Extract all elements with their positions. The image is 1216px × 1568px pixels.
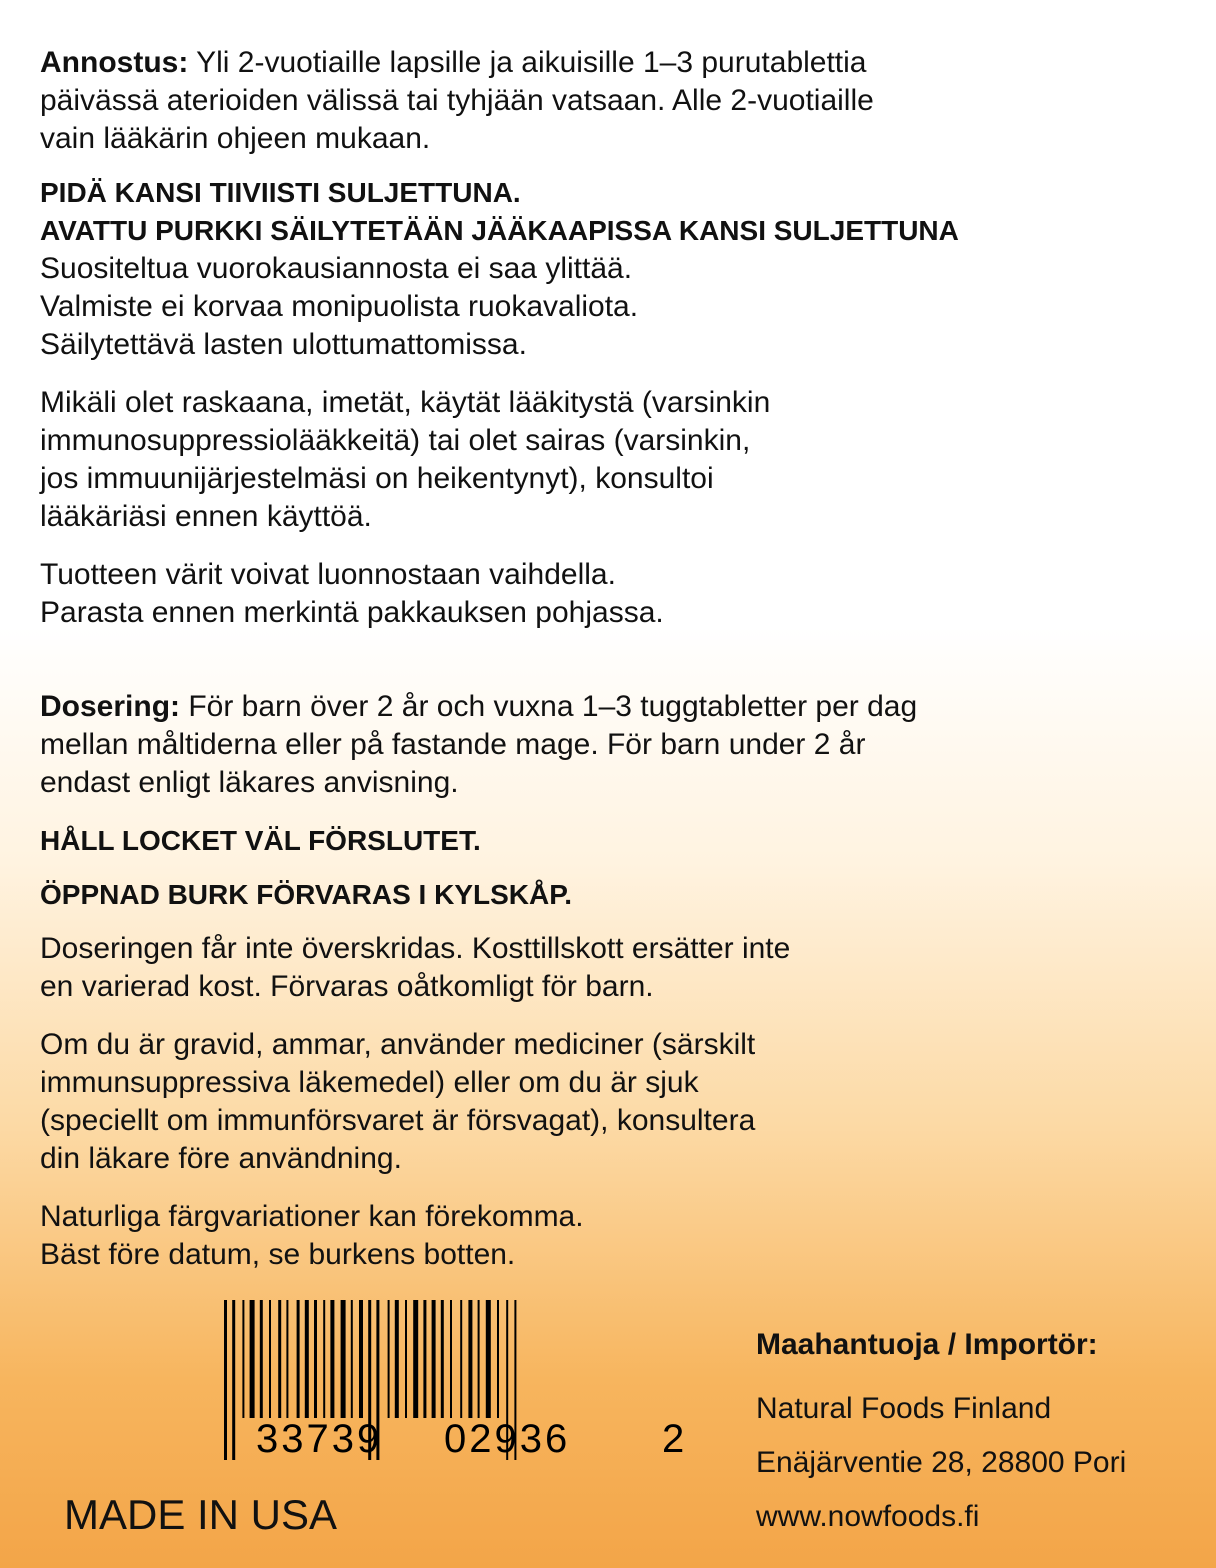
barcode-bar	[286, 1300, 288, 1418]
barcode-bar	[297, 1300, 300, 1418]
barcode-bar	[468, 1300, 472, 1418]
barcode-bar	[405, 1300, 407, 1418]
sv-caps-1: HÅLL LOCKET VÄL FÖRSLUTET.	[40, 825, 481, 856]
barcode-left-digits: 33739	[256, 1417, 383, 1460]
barcode-bar	[278, 1300, 281, 1418]
barcode-bar	[314, 1300, 317, 1418]
barcode-bar	[359, 1300, 363, 1418]
barcode-bar	[395, 1300, 399, 1418]
fi-pregnancy: Mikäli olet raskaana, imetät, käytät lääkitystä (varsinkin immunosuppressiolääkkeitä) tai olet sairas (varsinkin, jos immuunijärjestelmäsi on heikentynyt), konsultoi lääkäriäsi ennen käyttöä.	[40, 386, 771, 533]
barcode	[222, 1300, 692, 1460]
barcode-bar	[486, 1300, 491, 1418]
sv-caps-2: ÖPPNAD BURK FÖRVARAS I KYLSKÅP.	[40, 879, 573, 910]
barcode-bar	[232, 1300, 235, 1460]
barcode-bar	[497, 1300, 499, 1418]
barcode-bar	[330, 1300, 334, 1418]
barcode-bar	[269, 1300, 271, 1418]
barcode-bar	[242, 1300, 244, 1418]
fi-dosage-label: Annostus:	[40, 46, 189, 79]
sv-pregnancy: Om du är gravid, ammar, använder mediciner (särskilt immunsuppressiva läkemedel) eller om du är sjuk (speciellt om immunförsvaret är försvagat), konsultera din läkare före användning.	[40, 1028, 756, 1175]
barcode-check-digit: 2	[662, 1417, 685, 1460]
fi-warnings: Suositeltua vuorokausiannosta ei saa ylittää. Valmiste ei korvaa monipuolista ruokavaliota. Säilytettävä lasten ulottumattomissa.	[40, 252, 639, 361]
barcode-right-digits: 02936	[444, 1417, 571, 1460]
barcode-bar	[351, 1300, 353, 1418]
barcode-bar	[341, 1300, 346, 1418]
importer-website: www.nowfoods.fi	[756, 1500, 980, 1533]
barcode-bar	[388, 1300, 390, 1418]
barcode-bar	[478, 1300, 480, 1418]
fi-colors: Tuotteen värit voivat luonnostaan vaihdella. Parasta ennen merkintä pakkauksen pohjassa.	[40, 558, 664, 629]
sv-dosage	[40, 688, 1180, 802]
importer-name: Natural Foods Finland	[756, 1392, 1052, 1425]
barcode-bar	[423, 1300, 426, 1418]
barcode-bar	[305, 1300, 309, 1418]
made-in: MADE IN USA	[64, 1491, 338, 1538]
importer-address: Enäjärventie 28, 28800 Pori	[756, 1446, 1127, 1479]
barcode-graphic	[222, 1300, 692, 1460]
sv-dosage-text: För barn över 2 år och vuxna 1–3 tuggtabletter per dag mellan måltiderna eller på fastande mage. För barn under 2 år endast enligt läkares anvisning.	[40, 690, 918, 799]
barcode-bar	[450, 1300, 452, 1418]
fi-dosage-text: Yli 2-vuotiaille lapsille ja aikuisille 1–3 purutablettia päivässä aterioiden välissä tai tyhjään vatsaan. Alle 2-vuotiaille vain lääkärin ohjeen mukaan.	[40, 46, 874, 155]
sv-warnings: Doseringen får inte överskridas. Kosttillskott ersätter inte en varierad kost. Förvaras oåtkomligt för barn.	[40, 932, 791, 1003]
importer-heading: Maahantuoja / Importör:	[756, 1328, 1098, 1361]
barcode-bar	[460, 1300, 462, 1418]
barcode-bar	[250, 1300, 255, 1418]
barcode-bar	[323, 1300, 325, 1418]
barcode-bar	[432, 1300, 436, 1418]
sv-colors: Naturliga färgvariationer kan förekomma. Bäst före datum, se burkens botten.	[40, 1200, 584, 1271]
barcode-bar	[224, 1300, 227, 1460]
barcode-bar	[413, 1300, 418, 1418]
barcode-bar	[260, 1300, 263, 1418]
barcode-bar	[441, 1300, 444, 1418]
fi-caps-1: PIDÄ KANSI TIIVIISTI SULJETTUNA.	[40, 177, 521, 208]
fi-dosage	[40, 44, 1180, 158]
sv-dosage-label: Dosering:	[40, 690, 181, 723]
label-text	[40, 44, 1180, 1274]
fi-caps-2: AVATTU PURKKI SÄILYTETÄÄN JÄÄKAAPISSA KANSI SULJETTUNA	[40, 215, 959, 246]
importer-block	[756, 1325, 1196, 1551]
